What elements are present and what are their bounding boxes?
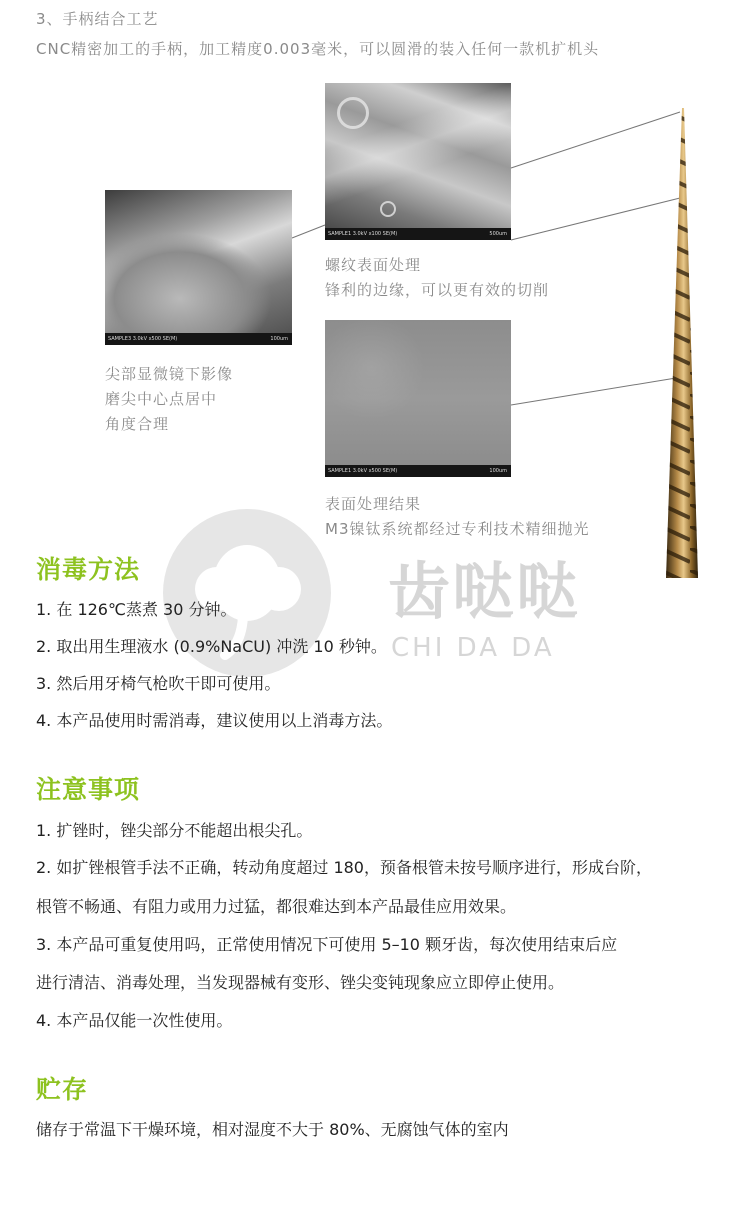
connector-line bbox=[292, 225, 325, 238]
caption-line: 尖部显微镜下影像 bbox=[105, 365, 234, 383]
micrograph-scale: 100um bbox=[489, 468, 507, 474]
artifact-ring bbox=[380, 201, 396, 217]
notes-item: 1. 扩锉时，锉尖部分不能超出根尖孔。 bbox=[36, 821, 313, 840]
notes-item: 根管不畅通、有阻力或用力过猛，都很难达到本产品最佳应用效果。 bbox=[36, 897, 517, 916]
step-title: 3、手柄结合工艺 bbox=[36, 10, 159, 28]
caption-line: 磨尖中心点居中 bbox=[105, 390, 218, 408]
disinfection-title: 消毒方法 bbox=[36, 555, 141, 584]
step-description: CNC精密加工的手柄，加工精度0.003毫米，可以圆滑的装入任何一款机扩机头 bbox=[36, 40, 600, 58]
tip-caption bbox=[105, 362, 233, 437]
micrograph-label: SAMPLE1 3.0kV x100 SE(M) bbox=[328, 231, 398, 237]
surface-micrograph bbox=[325, 320, 511, 477]
caption-line: 锋利的边缘，可以更有效的切削 bbox=[325, 281, 550, 299]
storage-title: 贮存 bbox=[36, 1075, 89, 1104]
micrograph-info-bar bbox=[325, 465, 511, 477]
storage-item: 储存于常温下干燥环境，相对湿度不大于 80%、无腐蚀气体的室内 bbox=[36, 1120, 509, 1139]
micrograph-info-bar bbox=[325, 228, 511, 240]
surface-caption bbox=[325, 492, 590, 542]
watermark-brand-en: CHI DA DA bbox=[391, 633, 555, 663]
notes-item: 2. 如扩锉根管手法不正确，转动角度超过 180，预备根管未按号顺序进行，形成台阶， bbox=[36, 858, 652, 877]
thread-caption bbox=[325, 253, 549, 303]
watermark-brand-cn: 齿哒哒 bbox=[388, 555, 581, 628]
caption-line: 螺纹表面处理 bbox=[325, 256, 422, 274]
micrograph-scale: 500um bbox=[489, 231, 507, 237]
disinfection-item: 2. 取出用生理液水 (0.9%NaCU) 冲洗 10 秒钟。 bbox=[36, 637, 387, 656]
thread-micrograph bbox=[325, 83, 511, 240]
connector-line bbox=[511, 378, 676, 405]
caption-line: M3镍钛系统都经过专利技术精细抛光 bbox=[325, 520, 590, 538]
drill-file-image bbox=[660, 108, 700, 583]
notes-item: 3. 本产品可重复使用吗，正常使用情况下可使用 5–10 颗牙齿，每次使用结束后应 bbox=[36, 935, 618, 954]
micrograph-info-bar bbox=[105, 333, 292, 345]
micrograph-label: SAMPLE1 3.0kV x500 SE(M) bbox=[328, 468, 398, 474]
artifact-ring bbox=[337, 97, 369, 129]
notes-title: 注意事项 bbox=[36, 775, 141, 804]
notes-item: 4. 本产品仅能一次性使用。 bbox=[36, 1011, 233, 1030]
disinfection-item: 1. 在 126℃蒸煮 30 分钟。 bbox=[36, 600, 237, 619]
disinfection-item: 4. 本产品使用时需消毒，建议使用以上消毒方法。 bbox=[36, 711, 393, 730]
caption-line: 表面处理结果 bbox=[325, 495, 422, 513]
notes-item: 进行清洁、消毒处理，当发现器械有变形、锉尖变钝现象应立即停止使用。 bbox=[36, 973, 565, 992]
connector-line bbox=[511, 198, 680, 240]
caption-line: 角度合理 bbox=[105, 415, 170, 433]
micrograph-scale: 100um bbox=[270, 336, 288, 342]
disinfection-item: 3. 然后用牙椅气枪吹干即可使用。 bbox=[36, 674, 281, 693]
micrograph-label: SAMPLE3 3.0kV x500 SE(M) bbox=[108, 336, 178, 342]
tip-micrograph bbox=[105, 190, 292, 345]
connector-line bbox=[511, 112, 680, 168]
